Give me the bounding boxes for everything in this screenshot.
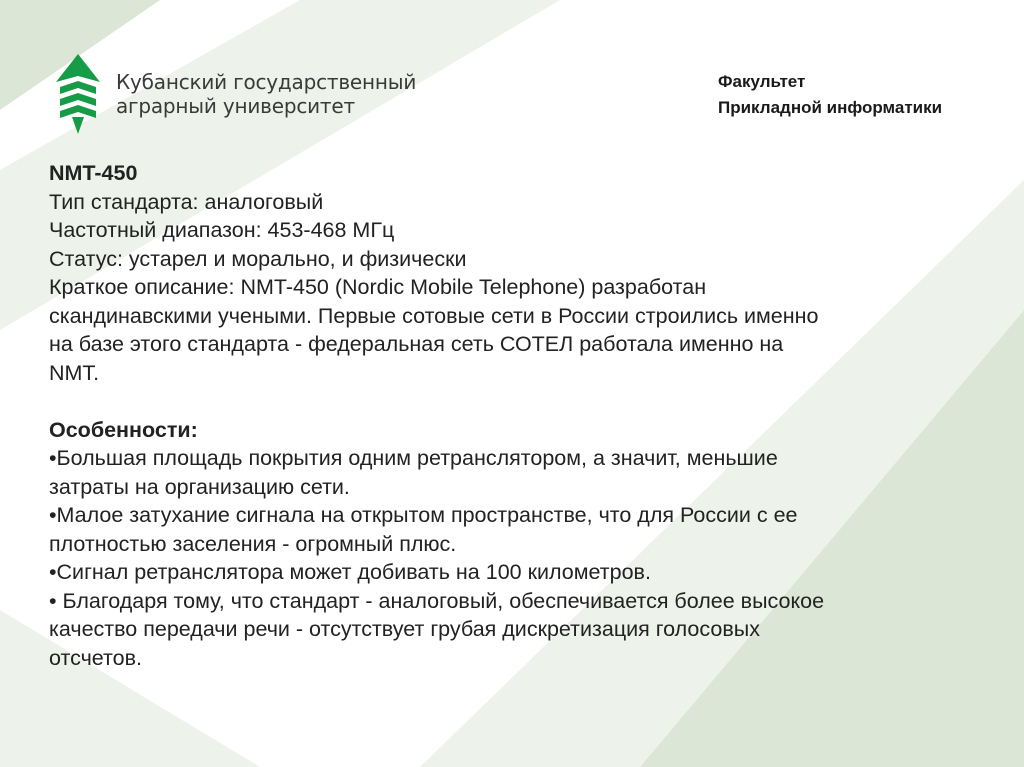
description-line: на базе этого стандарта - федеральная сеть СОТЕЛ работала именно на [49,332,784,356]
feature-line: •Малое затухание сигнала на открытом пространстве, что для России с ее [49,503,798,527]
description-line: NMT. [49,360,100,385]
standard-type: Тип стандарта: аналоговый [49,189,324,214]
feature-line: •Большая площадь покрытия одним ретранслятором, а значит, меньшие [49,446,778,470]
faculty-label [718,69,942,121]
university-name [116,70,416,118]
university-name-line1: Кубанский государственный [116,70,417,94]
status: Статус: устарел и морально, и физически [49,246,467,271]
feature-line: • Благодаря тому, что стандарт - аналоговый, обеспечивается более высокое [49,588,825,613]
feature-line: затраты на организацию сети. [49,474,350,499]
paragraph-gap [49,387,999,416]
frequency-range: Частотный диапазон: 453-468 МГц [49,218,395,242]
description-line: Краткое описание: NMT-450 (Nordic Mobile Telephone) разработан [49,275,707,299]
features-heading: Особенности: [49,417,198,442]
university-logo [56,54,416,134]
description-line: скандинавскими учеными. Первые сотовые сети в России строились именно [49,303,819,328]
feature-line: плотностью заселения - огромный плюс. [49,531,457,556]
faculty-line1: Факультет [718,72,806,91]
slide-content [49,159,999,672]
university-name-line2: аграрный университет [116,94,355,118]
feature-line: качество передачи речи - отсутствует грубая дискретизация голосовых [49,617,760,641]
faculty-line2: Прикладной информатики [718,98,943,117]
feature-line: •Сигнал ретранслятора может добивать на 100 километров. [49,560,651,584]
slide-title: NMT-450 [49,161,138,185]
feature-line: отсчетов. [49,645,143,670]
ksau-leaf-logo-icon [56,54,100,134]
